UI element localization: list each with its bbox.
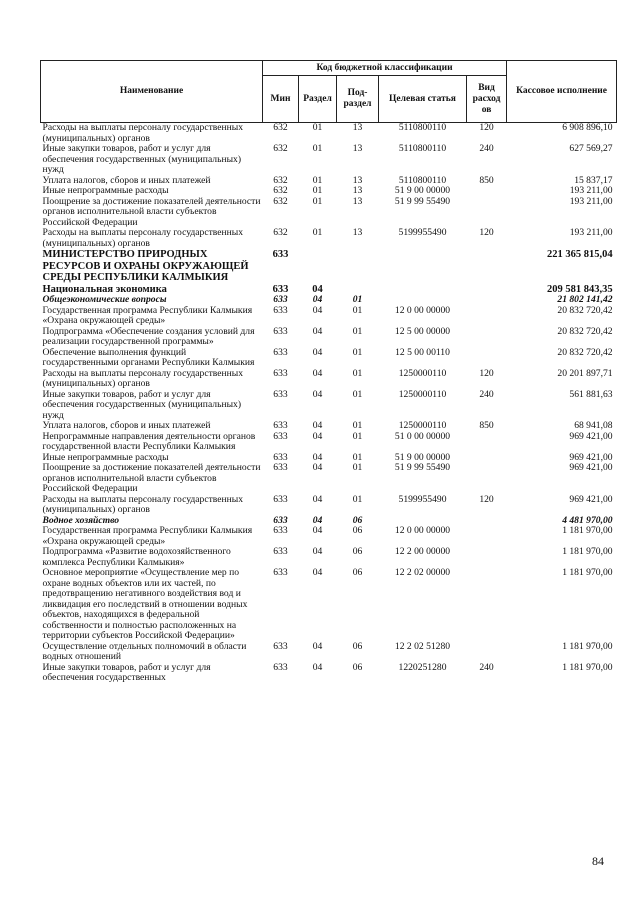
cell-podrazdel: 01 [352,294,363,305]
cell-celevaya: 12 0 00 00000 [394,304,451,316]
cell-min: 633 [273,525,288,536]
budget-table-sheet [40,60,616,684]
table-row [41,295,617,306]
cell-min: 632 [273,174,288,186]
cell-sum: 15 837,17 [574,174,613,186]
cell-celevaya: 1220251280 [398,661,447,673]
table-row [41,432,617,453]
table-row [41,495,617,516]
table-row [41,306,617,327]
cell-name: Осуществление отдельных полномочий в области водных отношений [42,640,247,662]
cell-min: 632 [273,143,288,154]
header-podrazdel: Под-раздел [337,76,379,123]
cell-celevaya: 5199955490 [398,227,447,238]
cell-celevaya: 12 5 00 00000 [394,325,451,337]
cell-min: 633 [273,661,288,673]
cell-min: 633 [273,640,288,652]
cell-name: Иные непрограммные расходы [42,451,169,463]
cell-vid [467,327,507,348]
cell-sum: 627 569,27 [569,143,613,154]
cell-razdel: 01 [312,195,323,207]
cell-vid: 240 [479,661,494,673]
cell-podrazdel: 13 [352,185,363,196]
cell-razdel: 04 [312,304,323,316]
cell-razdel: 01 [312,185,323,196]
cell-sum: 20 832 720,42 [557,325,613,337]
cell-podrazdel: 06 [352,640,363,652]
cell-min: 633 [273,420,288,431]
cell-celevaya: 5110800110 [398,122,447,133]
table-row [41,228,617,249]
cell-min: 633 [273,367,288,379]
cell-celevaya: 12 2 02 00000 [394,567,451,578]
cell-celevaya: 1250000110 [398,388,447,400]
cell-celevaya: 51 9 99 55490 [394,195,451,207]
cell-razdel: 01 [312,143,323,154]
header-sum: Кассовое исполнение [507,61,617,123]
cell-sum: 6 908 896,10 [562,122,613,133]
table-body [41,123,617,684]
cell-min: 633 [273,304,288,316]
cell-razdel: 01 [312,174,323,186]
cell-razdel: 04 [312,640,323,652]
cell-podrazdel: 06 [352,514,363,526]
cell-vid [467,249,507,284]
cell-podrazdel: 01 [352,388,363,400]
cell-vid: 850 [479,174,494,186]
cell-min: 633 [272,249,289,260]
header-min: Мин [263,76,299,123]
cell-name: Расходы на выплаты персоналу государственных (муниципальных) органов [42,367,244,389]
table-row [41,663,617,684]
cell-vid: 850 [479,420,494,431]
cell-vid: 120 [479,493,494,505]
cell-razdel: 04 [312,283,323,295]
cell-name: Иные непрограммные расходы [42,185,169,196]
cell-razdel: 04 [312,661,323,673]
header-code-group: Код бюджетной классификации [263,61,507,76]
cell-razdel [299,249,337,284]
cell-celevaya: 5199955490 [398,493,447,505]
cell-podrazdel: 01 [352,346,363,358]
cell-name: Поощрение за достижение показателей деятельности органов исполнительной власти субъектов Российской Федерации [42,462,261,494]
table-row [41,568,617,642]
cell-vid [467,197,507,229]
cell-sum: 20 832 720,42 [557,304,613,316]
cell-razdel: 04 [312,420,323,431]
cell-celevaya: 51 9 00 00000 [394,451,451,463]
cell-podrazdel: 06 [352,525,363,536]
cell-celevaya: 1250000110 [398,420,447,431]
cell-vid [467,306,507,327]
cell-podrazdel: 13 [352,195,363,207]
cell-vid: 120 [479,227,494,238]
cell-min: 632 [273,185,288,196]
cell-razdel: 04 [312,294,323,305]
cell-min: 632 [273,227,288,238]
cell-min: 633 [273,493,288,505]
cell-sum: 561 881,63 [569,388,613,400]
cell-name: Уплата налогов, сборов и иных платежей [42,174,211,186]
cell-celevaya: 51 9 99 55490 [394,462,451,473]
cell-celevaya: 5110800110 [398,143,447,154]
cell-min: 633 [273,514,288,526]
cell-vid: 120 [479,122,494,133]
cell-min: 633 [273,325,288,337]
cell-sum: 20 201 897,71 [557,367,613,379]
cell-celevaya [379,295,467,306]
cell-podrazdel: 06 [352,661,363,673]
cell-sum: 969 421,00 [569,493,613,505]
cell-vid [467,547,507,568]
header-vid: Вид расход ов [467,76,507,123]
cell-min: 633 [273,294,288,305]
cell-name: МИНИСТЕРСТВО ПРИРОДНЫХ РЕСУРСОВ И ОХРАНЫ ОКРУЖАЮЩЕЙ СРЕДЫ РЕСПУБЛИКИ КАЛМЫКИЯ [42,249,249,283]
cell-sum: 193 211,00 [569,195,613,207]
table-row [41,348,617,369]
cell-podrazdel: 01 [352,304,363,316]
cell-razdel: 04 [312,388,323,400]
cell-vid [467,295,507,306]
cell-vid [467,463,507,495]
cell-razdel: 04 [312,346,323,358]
cell-celevaya [379,249,467,284]
cell-name: Иные закупки товаров, работ и услуг для обеспечения государственных (муниципальных) нужд [42,143,242,175]
cell-razdel: 04 [312,430,323,442]
cell-sum: 1 181 970,00 [562,661,613,673]
cell-name: Обеспечение выполнения функций государственными органами Республики Калмыкия [42,346,255,368]
cell-razdel: 04 [312,567,323,578]
cell-sum: 193 211,00 [569,227,613,238]
cell-podrazdel: 13 [352,143,363,154]
cell-celevaya: 51 9 00 00000 [394,185,451,196]
cell-min: 633 [273,546,288,557]
page-number: 84 [592,854,604,868]
header-razdel: Раздел [299,76,337,123]
cell-sum: 1 181 970,00 [562,525,613,536]
cell-vid: 240 [479,143,494,154]
cell-vid: 120 [479,367,494,379]
cell-vid [467,186,507,197]
cell-podrazdel [337,249,379,284]
cell-razdel: 01 [312,122,323,133]
cell-razdel: 04 [312,493,323,505]
cell-sum: 1 181 970,00 [562,546,613,557]
cell-razdel: 01 [312,227,323,238]
cell-celevaya [379,284,467,296]
cell-sum: 969 421,00 [569,451,613,463]
table-row [41,186,617,197]
cell-celevaya: 12 0 00 00000 [394,525,451,536]
cell-sum: 4 481 970,00 [562,514,613,526]
cell-podrazdel: 01 [352,462,363,473]
table-row [41,327,617,348]
cell-podrazdel: 01 [352,367,363,379]
cell-min: 633 [273,451,288,463]
cell-podrazdel: 01 [352,451,363,463]
cell-vid [467,568,507,642]
table-row [41,369,617,390]
cell-vid [467,453,507,464]
cell-podrazdel: 01 [352,493,363,505]
cell-sum: 20 832 720,42 [557,346,613,358]
table-row [41,144,617,176]
cell-sum: 969 421,00 [569,462,613,473]
cell-vid [467,432,507,453]
table-row [41,197,617,229]
cell-celevaya: 12 5 00 00110 [395,346,450,358]
cell-razdel: 04 [312,325,323,337]
cell-sum: 68 941,08 [574,420,613,431]
cell-podrazdel: 01 [352,430,363,442]
cell-sum: 1 181 970,00 [562,640,613,652]
cell-name: Подпрограмма «Развитие водохозяйственного комплекса Республики Калмыкия» [42,546,231,568]
cell-celevaya: 1250000110 [398,367,447,379]
cell-min: 632 [273,122,288,133]
cell-min: 632 [273,195,288,207]
cell-razdel: 04 [312,514,323,526]
table-row [41,421,617,432]
table-row [41,123,617,145]
cell-name: Государственная программа Республики Калмыкия «Охрана окружающей среды» [42,304,253,326]
header-name: Наименование [41,61,263,123]
cell-celevaya: 51 0 00 00000 [394,430,451,442]
table-row [41,547,617,568]
cell-podrazdel: 01 [352,325,363,337]
cell-name: Основное мероприятие «Осуществление мер по охране водных объектов или их частей, по предотвращению негативного воздействия вод и ликвидация его последствий в отношении водных объектов, находящихся в федеральной собственности и полностью расположенных на территории субъектов Российской Федерации» [42,567,248,641]
cell-podrazdel: 01 [352,420,363,431]
cell-podrazdel: 06 [352,546,363,557]
budget-table [40,60,617,684]
cell-vid: 240 [479,388,494,400]
cell-name: Поощрение за достижение показателей деятельности органов исполнительной власти субъектов Российской Федерации [42,195,261,228]
cell-razdel: 04 [312,462,323,473]
cell-name: Расходы на выплаты персоналу государственных (муниципальных) органов [42,493,244,515]
cell-name: Общеэкономические вопросы [42,294,167,305]
cell-min: 633 [273,346,288,358]
cell-name: Непрограммные направления деятельности органов государственной власти Республики Калмыкия [42,430,256,452]
cell-razdel: 04 [312,525,323,536]
cell-min: 633 [273,388,288,400]
cell-vid [467,284,507,296]
cell-podrazdel: 13 [352,174,363,186]
cell-sum: 1 181 970,00 [562,567,613,578]
cell-name: Водное хозяйство [42,514,120,526]
table-row [41,526,617,547]
cell-name: Расходы на выплаты персоналу государственных (муниципальных) органов [42,227,244,249]
cell-name: Национальная экономика [42,283,167,295]
cell-name: Иные закупки товаров, работ и услуг для обеспечения государственных [42,661,211,683]
cell-razdel: 04 [312,367,323,379]
cell-vid [467,516,507,527]
cell-min: 633 [272,283,289,295]
cell-celevaya: 5110800110 [398,174,447,186]
cell-podrazdel: 13 [352,122,363,133]
cell-min: 633 [273,567,288,578]
cell-min: 633 [273,462,288,473]
cell-sum: 193 211,00 [569,185,613,196]
cell-name: Расходы на выплаты персоналу государственных (муниципальных) органов [42,122,244,144]
cell-min: 633 [273,430,288,442]
cell-vid [467,348,507,369]
cell-podrazdel: 06 [352,567,363,578]
cell-vid [467,526,507,547]
cell-name: Иные закупки товаров, работ и услуг для обеспечения государственных (муниципальных) нужд [42,388,242,421]
cell-sum: 209 581 843,35 [546,283,613,295]
cell-vid [467,642,507,663]
table-row [41,463,617,495]
cell-celevaya: 12 2 00 00000 [394,546,451,557]
cell-razdel: 04 [312,546,323,557]
table-row [41,249,617,284]
cell-podrazdel: 13 [352,227,363,238]
cell-sum: 969 421,00 [569,430,613,442]
cell-name: Государственная программа Республики Калмыкия «Охрана окружающей среды» [42,525,253,547]
table-row [41,642,617,663]
cell-name: Уплата налогов, сборов и иных платежей [42,420,211,431]
table-row [41,390,617,422]
cell-sum: 21 802 141,42 [557,294,613,305]
cell-name: Подпрограмма «Обеспечение создания условий для реализации государственной программы» [42,325,255,347]
header-celevaya: Целевая статья [379,76,467,123]
cell-celevaya: 12 2 02 51280 [394,640,451,652]
cell-sum: 221 365 815,04 [546,249,613,260]
cell-razdel: 04 [312,451,323,463]
